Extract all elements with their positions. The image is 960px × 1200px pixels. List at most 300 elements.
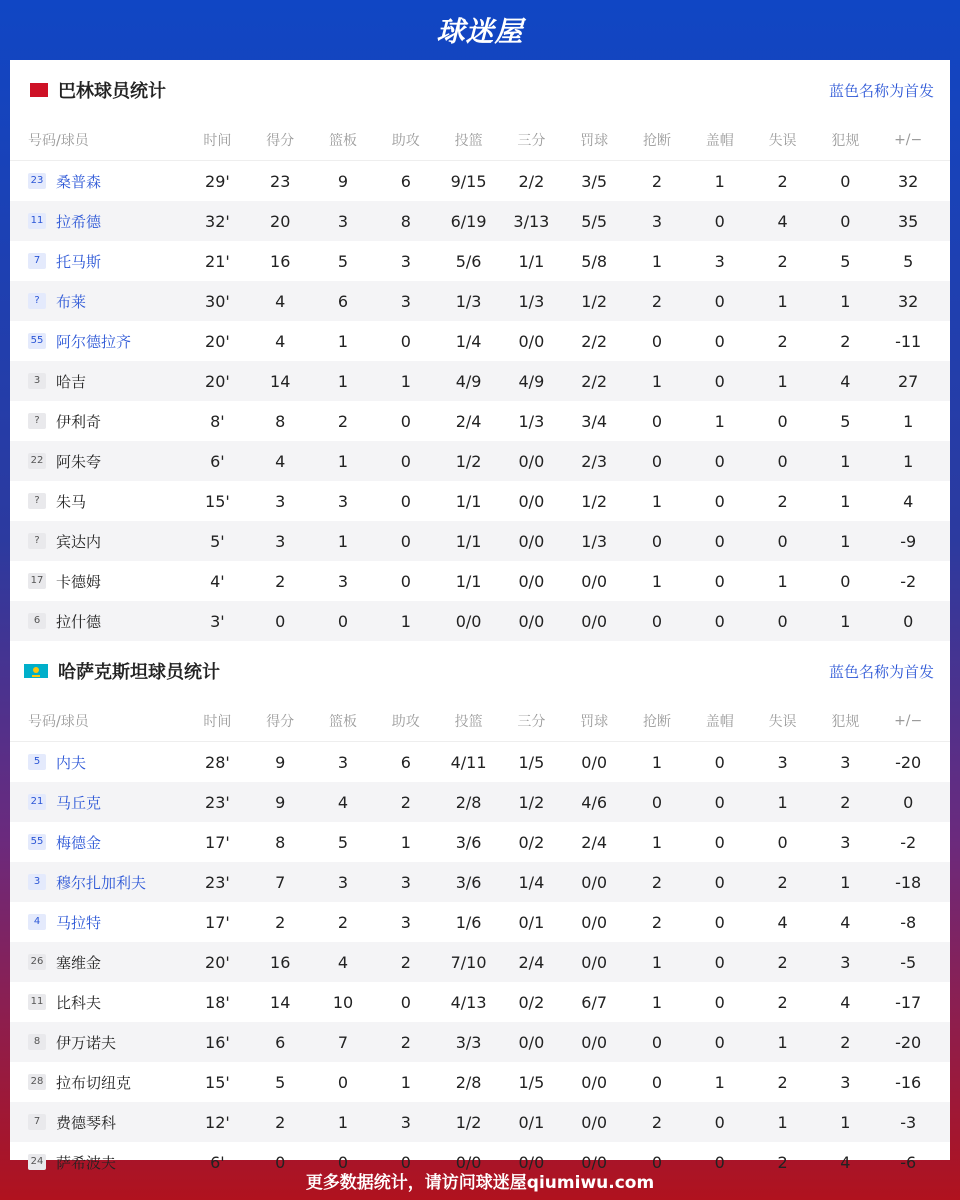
stat-cell: 2/4 [581,832,608,852]
starter-legend-note: 蓝色名称为首发 [828,662,934,681]
stat-cell: 3 [400,912,411,932]
stat-cell: 7 [275,872,286,892]
stat-cell: 0 [651,1152,663,1172]
stat-cell: 3 [400,251,411,271]
stat-cell: 5 [903,251,914,271]
player-row[interactable] [10,241,950,281]
stat-cell: 1 [714,1072,725,1092]
stat-cell: 29' [205,171,230,191]
column-header: 失误 [768,714,797,730]
bahrain-flag-icon [24,83,48,97]
player-row[interactable] [10,862,950,902]
player-row[interactable] [10,161,950,201]
stat-cell: 3/4 [581,411,608,431]
stat-cell: 0 [777,531,788,551]
stat-cell: 0 [777,611,788,631]
stat-cell: 5 [840,411,851,431]
stat-cell: 5/5 [581,211,608,231]
stat-cell: 0/0 [581,872,608,892]
stat-cell: 2/4 [455,411,482,431]
player-row[interactable] [10,401,950,441]
stat-cell: 10 [332,992,354,1012]
stat-cell: 2 [777,1072,788,1092]
stat-cell: 0/0 [518,451,545,471]
stat-cell: 1 [400,832,411,852]
stat-cell: 2/8 [455,1072,482,1092]
stat-cell: 4 [275,291,286,311]
stat-cell: 0 [714,491,725,511]
stat-cell: 1 [903,451,914,471]
column-header: 盖帽 [705,133,734,149]
stat-cell: 2 [840,1032,851,1052]
stat-cell: 1 [777,792,788,812]
stat-cell: 12' [205,1112,230,1132]
team-section-header [10,641,950,701]
player-row[interactable] [10,942,950,982]
stat-cell: 0 [651,411,663,431]
column-header: 时间 [203,133,232,149]
jersey-number-badge: 7 [28,253,46,269]
stat-cell: 1/2 [518,792,545,812]
jersey-number-badge: 3 [28,373,46,389]
stat-cell: 1 [840,611,851,631]
stat-cell: 32 [897,291,919,311]
player-name[interactable]: 桑普森 [56,172,102,191]
stat-cell: 4/9 [455,371,482,391]
stat-cell: 2 [275,912,286,932]
player-cell [10,1032,186,1053]
stat-cell: 0/2 [518,992,545,1012]
jersey-number-badge: 55 [28,333,46,349]
stat-cell: 5' [210,531,225,551]
stat-cell: 2 [651,291,663,311]
stat-cell: 2 [777,872,788,892]
stat-cell: 16' [205,1032,230,1052]
player-row[interactable] [10,1102,950,1142]
stat-cell: 0 [714,1152,725,1172]
jersey-number-badge: 11 [28,994,46,1010]
player-name[interactable]: 马丘克 [56,793,102,812]
stat-cell: 0 [400,411,411,431]
stat-cell: 0/0 [518,531,545,551]
player-row[interactable] [10,481,950,521]
stats-panel [10,60,950,1172]
stat-cell: 1/1 [455,571,482,591]
stat-cell: 1/3 [518,411,545,431]
stat-cell: 0/1 [518,1112,545,1132]
stat-cell: 0 [400,1152,411,1172]
stat-cell: 2 [777,1152,788,1172]
column-header: 盖帽 [705,714,734,730]
stat-cell: 0 [337,1152,349,1172]
column-header: 犯规 [831,714,860,730]
stat-cell: 1/4 [518,872,545,892]
team-section-header [10,60,950,120]
stat-cell: 15' [205,1072,230,1092]
stat-cell: 5 [840,251,851,271]
stat-cell: 0 [903,611,914,631]
stat-cell: 17' [205,912,230,932]
player-cell [10,411,186,432]
column-header: 篮板 [328,133,357,149]
stat-cell: 0 [651,1072,663,1092]
player-row[interactable] [10,561,950,601]
stat-cell: 4/9 [518,371,545,391]
player-cell [10,832,186,853]
player-row[interactable] [10,1022,950,1062]
player-name[interactable]: 托马斯 [56,252,102,271]
stat-cell: 7/10 [450,952,487,972]
stat-cell: 3 [400,1112,411,1132]
stat-cell: 0 [714,331,725,351]
stat-cell: -11 [895,331,922,351]
player-row[interactable] [10,902,950,942]
stat-cell: 9 [275,752,286,772]
player-row[interactable] [10,822,950,862]
stat-cell: 2 [777,251,788,271]
stat-cell: 1 [651,952,663,972]
column-header: 得分 [266,133,295,149]
stat-cell: 28' [205,752,230,772]
stat-cell: 0 [651,531,663,551]
stat-cell: 7 [337,1032,349,1052]
stat-cell: 1 [337,371,349,391]
stat-cell: 0 [840,171,851,191]
stat-cell: -2 [900,832,917,852]
stat-cell: 1 [777,371,788,391]
stat-cell: 0 [275,611,286,631]
column-header: 罚球 [580,133,609,149]
stat-cell: 0/1 [518,912,545,932]
column-header: 犯规 [831,133,860,149]
player-name[interactable]: 马拉特 [56,913,102,932]
stat-cell: 16 [270,251,291,271]
player-name[interactable]: 穆尔扎加利夫 [56,873,147,892]
stat-cell: 2 [275,1112,286,1132]
team-title [24,658,220,684]
stat-cell: 0/0 [581,1112,608,1132]
stat-cell: 3 [337,211,349,231]
stat-cell: 0 [400,531,411,551]
jersey-number-badge: 8 [28,1034,46,1050]
column-header: 号码/球员 [28,714,89,730]
player-row[interactable] [10,441,950,481]
stat-cell: 1 [651,251,663,271]
stat-cell: -2 [900,571,917,591]
stat-cell: 1/6 [455,912,482,932]
table-header-row [10,701,950,742]
player-cell [10,331,186,352]
stat-cell: 2 [651,171,663,191]
player-name: 费德琴科 [56,1113,117,1132]
player-name: 拉布切纽克 [56,1073,132,1092]
stat-cell: 20' [205,331,230,351]
stat-cell: 2/2 [518,171,545,191]
stat-cell: -20 [895,752,922,772]
jersey-number-badge: ? [28,533,46,549]
stat-cell: 4 [337,952,349,972]
stat-cell: 1/3 [581,531,608,551]
stat-cell: 20' [205,952,230,972]
stat-cell: 0 [714,1112,725,1132]
stat-cell: 0/0 [581,752,608,772]
column-header: 抢断 [642,133,671,149]
player-cell [10,571,186,592]
jersey-number-badge: 3 [28,874,46,890]
stat-cell: 1/2 [455,451,482,471]
stat-cell: 2 [400,952,411,972]
stat-cell: 5/8 [581,251,608,271]
jersey-number-badge: ? [28,493,46,509]
stat-cell: 32' [205,211,230,231]
stat-cell: 3 [400,872,411,892]
stat-cell: 2 [777,952,788,972]
player-row[interactable] [10,521,950,561]
player-name: 哈吉 [56,372,87,391]
stat-cell: 0/0 [581,952,608,972]
column-header: 投篮 [454,133,483,149]
stat-cell: 1 [903,411,914,431]
stat-cell: 2 [651,1112,663,1132]
stat-cell: 1/3 [518,291,545,311]
player-name: 比科夫 [56,993,102,1012]
stat-cell: 6' [210,451,225,471]
brand-logo: 球迷屋 [436,15,524,48]
jersey-number-badge: ? [28,413,46,429]
stat-cell: 1 [840,291,851,311]
stat-cell: 9 [337,171,349,191]
player-row[interactable] [10,321,950,361]
stat-cell: 9 [275,792,286,812]
stat-cell: 3 [840,952,851,972]
stat-cell: 4 [777,211,788,231]
stat-cell: 0 [714,752,725,772]
stat-cell: 6 [400,752,411,772]
stat-cell: -20 [895,1032,922,1052]
player-cell [10,992,186,1013]
column-header: +/− [894,713,923,729]
player-row[interactable] [10,742,950,782]
player-name: 伊万诺夫 [56,1033,117,1052]
column-header: 时间 [203,714,232,730]
player-name[interactable]: 布莱 [56,292,87,311]
stat-cell: 0 [400,331,411,351]
stat-cell: 4 [275,331,286,351]
player-row[interactable] [10,281,950,321]
stat-cell: 18' [205,992,230,1012]
player-cell [10,371,186,392]
player-name[interactable]: 阿尔德拉齐 [56,332,132,351]
stat-cell: 3 [337,752,349,772]
stat-cell: 0 [840,571,851,591]
team-title-text: 巴林球员统计 [58,81,166,102]
stat-cell: 1/1 [455,491,482,511]
jersey-number-badge: 28 [28,1074,46,1090]
stat-cell: 21' [205,251,230,271]
stat-cell: 3 [337,491,349,511]
player-name[interactable]: 内夫 [56,753,87,772]
kazakhstan-flag-icon [24,664,48,678]
column-header: 罚球 [580,714,609,730]
stat-cell: 0 [714,1032,725,1052]
stat-cell: 2 [840,331,851,351]
stat-cell: 3/6 [455,832,482,852]
stat-cell: 6/19 [450,211,487,231]
player-cell [10,211,186,232]
stat-cell: 4/6 [581,792,608,812]
stat-cell: 4 [840,371,851,391]
stat-cell: 1 [714,171,725,191]
stat-cell: -3 [900,1112,917,1132]
stat-cell: 0/0 [455,611,482,631]
player-row[interactable] [10,361,950,401]
stat-cell: 1/2 [581,491,608,511]
stat-cell: 0 [714,291,725,311]
stat-cell: 6' [210,1152,225,1172]
stat-cell: 3 [400,291,411,311]
stat-cell: 23' [205,872,230,892]
stat-cell: 14 [270,371,291,391]
jersey-number-badge: 22 [28,453,46,469]
column-header: 助攻 [391,133,420,149]
player-row[interactable] [10,1062,950,1102]
player-cell [10,872,186,893]
stat-cell: 0/0 [518,611,545,631]
stat-cell: 0/0 [455,1152,482,1172]
stat-cell: 1 [777,1032,788,1052]
jersey-number-badge: 4 [28,914,46,930]
stat-cell: 3' [210,611,225,631]
stat-cell: 0 [651,451,663,471]
stat-cell: 0/0 [518,571,545,591]
player-cell [10,912,186,933]
column-header: +/− [894,132,923,148]
stat-cell: 3 [777,752,788,772]
player-name: 阿朱夸 [56,452,102,471]
stat-cell: 2 [400,792,411,812]
stat-cell: 0 [714,952,725,972]
stat-cell: 4/13 [450,992,487,1012]
player-row[interactable] [10,201,950,241]
stat-cell: 6 [337,291,349,311]
stat-cell: -16 [895,1072,922,1092]
stat-cell: 3 [840,832,851,852]
stat-cell: 1 [777,1112,788,1132]
stat-cell: 3/3 [455,1032,482,1052]
player-name[interactable]: 梅德金 [56,833,102,852]
player-name: 宾达内 [56,532,102,551]
footer-promo[interactable]: 更多数据统计，请访问球迷屋qiumiwu.com [305,1172,655,1193]
player-name: 塞维金 [56,953,102,972]
stat-cell: 2 [651,912,663,932]
player-row[interactable] [10,982,950,1022]
stat-cell: 0 [400,491,411,511]
stat-cell: 2/8 [455,792,482,812]
stat-cell: 1 [777,291,788,311]
player-cell [10,451,186,472]
jersey-number-badge: 23 [28,173,46,189]
stat-cell: 1 [840,872,851,892]
column-header: 篮板 [328,714,357,730]
player-cell [10,792,186,813]
stat-cell: 15' [205,491,230,511]
player-cell [10,1072,186,1093]
stat-cell: 5 [275,1072,286,1092]
stat-cell: 20' [205,371,230,391]
jersey-number-badge: 17 [28,573,46,589]
jersey-number-badge: 5 [28,754,46,770]
stat-cell: 1/2 [581,291,608,311]
stat-cell: 0 [275,1152,286,1172]
player-name: 朱马 [56,492,87,511]
stat-cell: 0/0 [581,1072,608,1092]
column-header: 抢断 [642,714,671,730]
stat-cell: -18 [895,872,922,892]
stat-cell: 0 [714,451,725,471]
stat-cell: 1/1 [455,531,482,551]
stat-cell: 0/2 [518,832,545,852]
player-cell [10,1112,186,1133]
stat-cell: 1 [840,1112,851,1132]
stat-cell: 0/0 [581,1032,608,1052]
stat-cell: 0 [651,611,663,631]
stat-cell: 0 [400,992,411,1012]
stat-cell: 2 [777,331,788,351]
stat-cell: 0 [651,1032,663,1052]
stat-cell: 0 [777,411,788,431]
stat-cell: 14 [270,992,291,1012]
stat-cell: 17' [205,832,230,852]
player-cell [10,952,186,973]
team-title [24,77,166,103]
stat-cell: 2/3 [581,451,608,471]
team-title-text: 哈萨克斯坦球员统计 [58,662,220,683]
stat-cell: 0 [337,611,349,631]
stat-cell: 4 [337,792,349,812]
column-header: 助攻 [391,714,420,730]
stat-cell: 3 [275,491,286,511]
stat-cell: 0/0 [518,1032,545,1052]
player-row[interactable] [10,782,950,822]
stat-cell: 3 [714,251,725,271]
stat-cell: 2 [400,1032,411,1052]
stat-cell: 1 [714,411,725,431]
stat-cell: 3 [840,752,851,772]
starter-legend-note: 蓝色名称为首发 [828,81,934,100]
jersey-number-badge: 21 [28,794,46,810]
stat-cell: 1 [337,1112,349,1132]
stat-cell: 1 [840,531,851,551]
stat-cell: 1/1 [518,251,545,271]
stat-cell: 23' [205,792,230,812]
player-name[interactable]: 拉希德 [56,212,102,231]
stat-cell: 4 [840,912,851,932]
stat-cell: 1/4 [455,331,482,351]
player-cell [10,491,186,512]
stat-cell: 2 [651,872,663,892]
stat-cell: 2 [777,171,788,191]
stat-cell: 6 [275,1032,286,1052]
stat-cell: 0 [777,451,788,471]
stat-cell: 2 [337,912,349,932]
stat-cell: 35 [897,211,919,231]
player-row[interactable] [10,601,950,641]
stat-cell: -17 [895,992,922,1012]
stat-cell: 1 [651,832,663,852]
stat-cell: 0 [337,1072,349,1092]
stat-cell: 3 [275,531,286,551]
stat-cell: -6 [900,1152,917,1172]
